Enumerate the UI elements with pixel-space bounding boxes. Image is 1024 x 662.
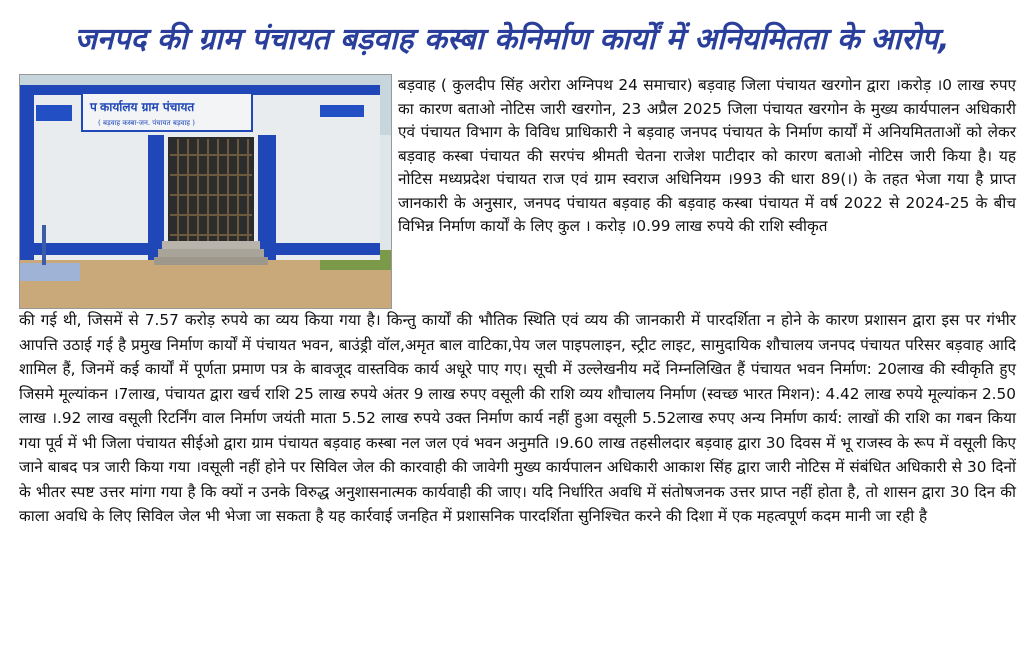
headline: जनपद की ग्राम पंचायत बड़वाह कस्बा केनिर्माण कार्यों में अनियमितता के आरोप, — [74, 22, 950, 57]
article-intro: बड़वाह ( कुलदीप सिंह अरोरा अग्निपथ 24 समाचार) बड़वाह जिला पंचायत खरगोन द्वारा ।करोड़ ।0 लाख रुपए का कारण बताओ नोटिस जारी खरगोन, 23 अप्रैल 2025 जिला पंचायत खरगोन के मुख्य कार्यपालन अधिकारी एवं पंचायत विभाग के विविध प्राधिकारी ने बड़वाह जनपद पंचायत के निर्माण कार्यों में अनियमितताओं को लेकर बड़वाह कस्बा पंचायत की सरपंच श्रीमती चेतना राजेश पाटीदार को कारण बताओ नोटिस जारी किया है। यह नोटिस मध्यप्रदेश पंचायत राज एवं ग्राम स्वराज अधिनियम ।993 की धारा 89(।) के तहत भेजा गया है प्राप्त जानकारी के अनुसार, जनपद पंचायत बड़वाह की बड़वाह कस्बा पंचायत में वर्ष 2022 से 2024-25 के बीच विभिन्न निर्माण कार्यों के लिए कुल । करोड़ ।0.99 लाख रुपये की राशि स्वीकृत — [398, 76, 1016, 235]
sign-number: प — [90, 100, 97, 114]
sign-title: कार्यालय ग्राम पंचायत — [100, 100, 195, 114]
news-photo — [19, 74, 392, 309]
sign-subtitle: ( बड़वाह कस्बा-जन. पंचायत बड़वाह ) — [98, 119, 195, 127]
article-body: की गई थी, जिसमें से 7.57 करोड़ रुपये का व्यय किया गया है। किन्तु कार्यों की भौतिक स्थिति एवं व्यय की जानकारी में पारदर्शिता न होने के कारण प्रशासन द्वारा इस पर गंभीर आपत्ति उठाई गई है प्रमुख निर्माण कार्यों में पंचायत भवन, बाउंड्री वॉल,अमृत बाल वाटिका,पेय जल पाइपलाइन, स्ट्रीट लाइट, सामुदायिक शौचालय जनपद पंचायत परिसर बड़वाह आदि शामिल हैं, जिनमें कई कार्यों में पूर्णता प्रमाण पत्र के बावजूद वास्तविक कार्य अधूरे पाए गए। सूची में उल्लेखनीय मदें निम्नलिखित हैं पंचायत भवन निर्माण: 20लाख की स्वीकृति हुए जिसमे मूल्यांकन ।7लाख, पंचायत द्वारा खर्च राशि 25 लाख रुपये अंतर 9 लाख रुपए वसूली की राशि व्यय शौचालय निर्माण (स्वच्छ भारत मिशन): 4.42 लाख रुपये मूल्यांकन 2.50 लाख ।.92 लाख वसूली रिटर्निंग वाल निर्माण जयंती माता 5.52 लाख रुपये उक्त निर्माण कार्य नहीं हुआ वसूली 5.52लाख रुपए अन्य निर्माण कार्य: लाखों की राशि का गबन किया गया पूर्व में भी जिला पंचायत सीईओ द्वारा ग्राम पंचायत बड़वाह कस्बा नल जल एवं भवन अनुमति ।9.60 लाख तहसीलदार बड़वाह द्वारा 30 दिवस में भू राजस्व के रूप में वसूली किए जाने बाबद पत्र जारी किया गया ।वसूली नहीं होने पर सिविल जेल की कारवाही की जावेगी मुख्य कार्यपालन अधिकारी आकाश सिंह द्वारा जारी नोटिस में संबंधित अधिकारी से 30 दिनों के भीतर स्पष्ट उत्तर मांगा गया है कि क्यों न उनके विरुद्ध अनुशासनात्मक कार्यवाही की जाए। यदि निर्धारित अवधि में संतोषजनक उत्तर प्राप्त नहीं होता है, तो शासन द्वारा 30 दिन की काला अवधि के लिए सिविल जेल भी भेजा जा सकता है यह कार्रवाई जनहित में प्रशासनिक पारदर्शिता सुनिश्चित करने की दिशा में एक महत्वपूर्ण कदम मानी जा रही है — [19, 311, 1016, 525]
